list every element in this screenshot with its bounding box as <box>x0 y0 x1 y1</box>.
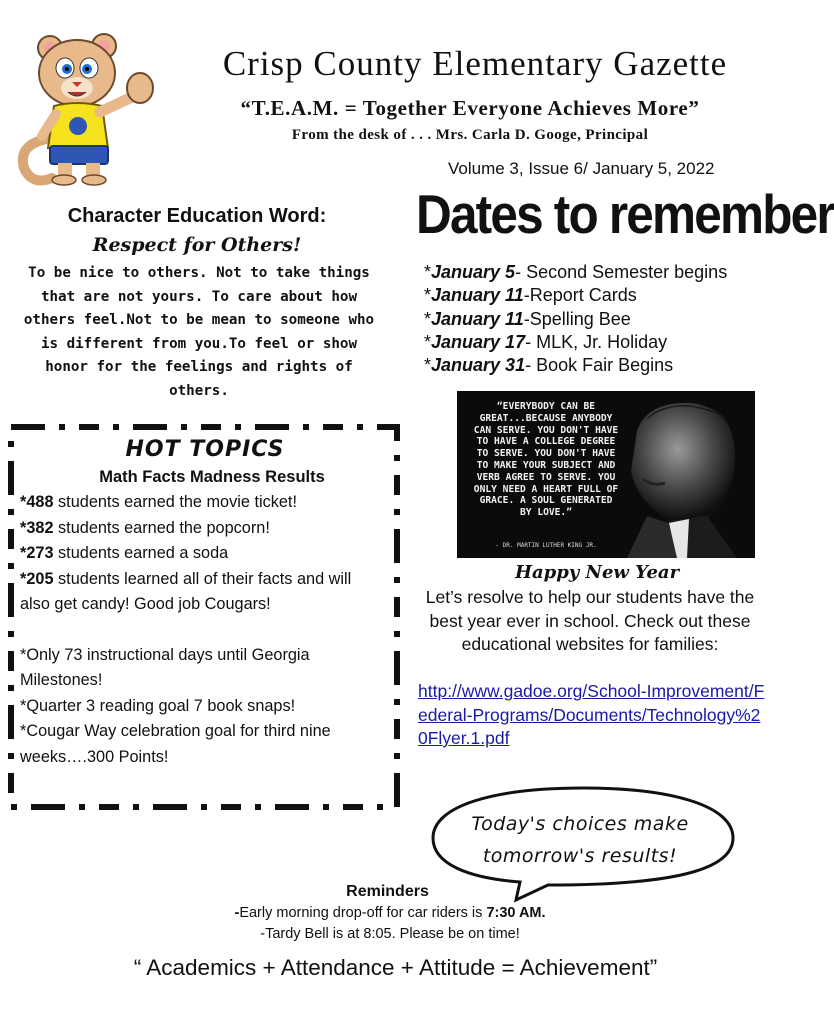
dates-list <box>424 261 727 377</box>
list-item: *January 31- Book Fair Begins <box>424 355 674 376</box>
issue-info: Volume 3, Issue 6/ January 5, 2022 <box>448 159 715 178</box>
list-item: *January 11-Report Cards <box>424 285 637 306</box>
cougar-mascot-icon <box>12 18 172 188</box>
mlk-attribution: - DR. MARTIN LUTHER KING JR. <box>495 542 597 549</box>
list-item: *Quarter 3 reading goal 7 book snaps! <box>20 696 296 715</box>
gadoe-link[interactable]: http://www.gadoe.org/School-Improvement/Federal-Programs/Documents/Technology%20Flyer.1.pdf <box>418 681 765 748</box>
list-item: *Only 73 instructional days until Georgia Milestones! <box>20 645 310 689</box>
happy-new-year-heading: Happy New Year <box>514 562 680 583</box>
hot-topics-list <box>20 490 380 770</box>
hot-topics-heading: HOT TOPICS <box>125 437 285 462</box>
list-item: *Cougar Way celebration goal for third nine weeks….300 Points! <box>20 722 331 766</box>
gazette-title: Crisp County Elementary Gazette <box>222 44 728 83</box>
list-item: *488 students earned the movie ticket! <box>20 493 297 511</box>
mlk-portrait-icon <box>607 391 755 558</box>
character-definition: To be nice to others. Not to take things that are not yours. To care about how others feel.Not to be mean to someone who is different from you.To feel or show honor for the feelings and rights of others. <box>23 265 375 399</box>
reminder-tardy: -Tardy Bell is at 8:05. Please be on time! <box>260 926 520 942</box>
mlk-quote: “EVERYBODY CAN BE GREAT...BECAUSE ANYBODY CAN SERVE. YOU DON'T HAVE TO HAVE A COLLEGE DEGREE TO SERVE. YOU DON'T HAVE TO MAKE YOUR SUBJECT AND VERB AGREE TO SERVE. YOU ONLY NEED A HEART FULL OF GRACE. A SOUL GENERATED BY LOVE.” <box>473 401 619 519</box>
reminder-dropoff: -Early morning drop-off for car riders is 7:30 AM. <box>234 905 546 921</box>
dates-heading: Dates to remember <box>416 183 834 245</box>
reminders-heading: Reminders <box>346 883 429 900</box>
list-item: *205 students learned all of their facts and will also get candy! Good job Cougars! <box>20 569 352 613</box>
list-item: *273 students earned a soda <box>20 544 229 562</box>
gazette-motto: “T.E.A.M. = Together Everyone Achieves More” <box>240 96 700 120</box>
character-education-heading: Character Education Word: <box>67 205 327 227</box>
bubble-line-2: tomorrow's results! <box>482 845 678 867</box>
list-item: *January 5- Second Semester begins <box>424 262 728 282</box>
happy-new-year-text: Let’s resolve to help our students have the best year ever in school. Check out these educational websites for families: <box>425 587 755 654</box>
slogan: “ Academics + Attendance + Attitude = Achievement” <box>133 955 658 980</box>
principal-byline: From the desk of . . . Mrs. Carla D. Googe, Principal <box>291 127 649 143</box>
bubble-text <box>448 808 712 872</box>
list-item: *January 17- MLK, Jr. Holiday <box>424 331 668 352</box>
math-facts-heading: Math Facts Madness Results <box>99 468 325 486</box>
character-word: Respect for Others! <box>92 234 302 256</box>
bubble-line-1: Today's choices make <box>471 813 689 835</box>
list-item: *January 11-Spelling Bee <box>424 308 631 329</box>
mlk-quote-image <box>457 391 755 558</box>
list-item: *382 students earned the popcorn! <box>20 518 270 537</box>
